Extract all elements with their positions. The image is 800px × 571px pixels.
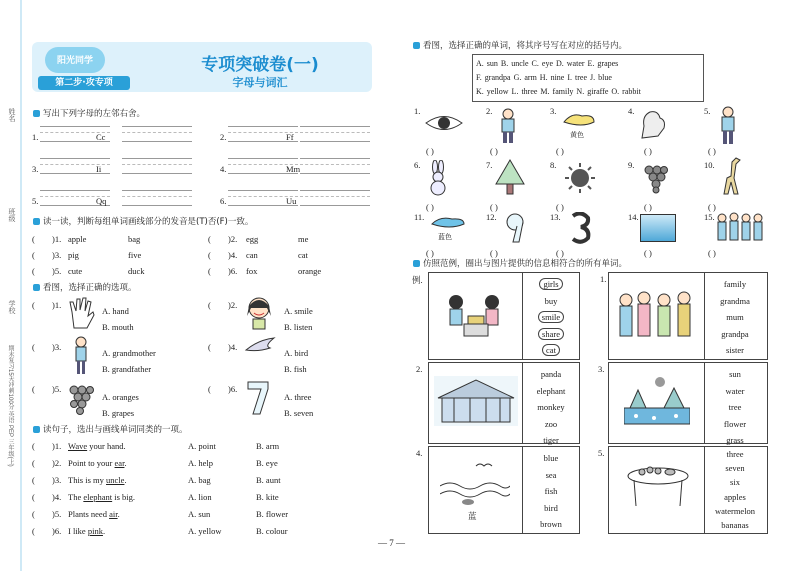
s2-paren[interactable]: (: [32, 266, 35, 276]
s2-num: )6.: [228, 266, 238, 276]
s4-paren[interactable]: (: [32, 526, 35, 536]
s4-option-a: A. lion: [188, 492, 212, 502]
example-label: 例.: [412, 275, 423, 285]
s2-num: )2.: [228, 234, 238, 244]
grapes-icon: [642, 160, 668, 194]
s4-option-b: B. arm: [256, 441, 280, 451]
section-2-icon: [33, 218, 40, 225]
page-title: 专项突破卷(一): [201, 55, 319, 75]
cell-divider: [704, 362, 705, 444]
family-icon: [714, 212, 766, 242]
s4-num: )1.: [52, 441, 62, 451]
s1-letter: Mm: [286, 164, 301, 174]
s1-blank[interactable]: [300, 126, 370, 142]
s4-option-b: B. flower: [256, 509, 289, 519]
s2-word-b: cat: [298, 250, 308, 260]
s5-num: 6.: [414, 160, 421, 170]
cell-divider: [522, 272, 523, 360]
blue-label: 蓝色: [438, 233, 452, 241]
s5-num: 10.: [704, 160, 715, 170]
s3-option-a: A. three: [284, 392, 312, 402]
sea-word-list: [526, 450, 576, 533]
cell-num: 4.: [416, 448, 423, 458]
page-number: — 7 —: [378, 538, 405, 548]
s4-sentence: Wave your hand.: [68, 441, 126, 451]
sea-label: 蓝: [468, 511, 477, 521]
s5-answer-paren[interactable]: ( ): [644, 146, 652, 156]
word-item[interactable]: sun: [729, 369, 741, 379]
word-item[interactable]: grandma: [720, 295, 750, 306]
s3-option-a: A. bird: [284, 348, 309, 358]
s2-word-b: orange: [298, 266, 322, 276]
zoo-word-list: [526, 366, 576, 449]
section-1-icon: [33, 110, 40, 117]
family-word-list: [707, 276, 763, 359]
s2-word-a: apple: [68, 234, 87, 244]
section-4-icon: [33, 426, 40, 433]
word-item[interactable]: seven: [725, 463, 745, 474]
word-bank-row: K. yellow L. three M. family N. giraffe O. rabbit: [476, 87, 641, 96]
s4-option-a: A. yellow: [188, 526, 222, 536]
word-item[interactable]: blue: [543, 453, 559, 463]
s2-word-a: egg: [246, 234, 259, 244]
cell-num: 2.: [416, 364, 423, 374]
s2-word-b: bag: [128, 234, 141, 244]
s5-num: 7.: [486, 160, 493, 170]
s3-option-a: A. grandmother: [102, 348, 156, 358]
cell-divider: [704, 272, 705, 360]
fruit-table-icon: [624, 460, 692, 510]
word-item[interactable]: sister: [726, 345, 744, 355]
brand-logo: 阳光同学: [45, 47, 105, 73]
s4-option-b: B. aunt: [256, 475, 281, 485]
yellow-label: 黄色: [570, 131, 584, 139]
word-item[interactable]: water: [725, 385, 745, 396]
grapes-icon: [66, 380, 94, 416]
yellow-paint-icon: [562, 112, 596, 128]
cell-num: 3.: [598, 364, 605, 374]
word-item[interactable]: six: [730, 477, 740, 488]
word-item[interactable]: grass: [726, 435, 744, 445]
binding-line: [20, 0, 22, 571]
s2-paren[interactable]: (: [32, 234, 35, 244]
s4-sentence: This is my uncle.: [68, 475, 127, 485]
s1-num: 1.: [32, 132, 39, 142]
s3-num: )6.: [228, 384, 238, 394]
s4-num: )4.: [52, 492, 62, 502]
section-6-instruction: 仿照范例，圈出与图片提供的信息相符合的所有单词。: [423, 259, 628, 269]
word-item[interactable]: bananas: [721, 520, 749, 531]
s3-option-b: B. mouth: [102, 322, 134, 332]
section-5-icon: [413, 42, 420, 49]
s4-option-b: B. colour: [256, 526, 288, 536]
s4-sentence: I like pink.: [68, 526, 106, 536]
word-item[interactable]: share: [526, 326, 576, 343]
rabbit-icon: [426, 160, 450, 196]
word-item[interactable]: grandpa: [721, 328, 749, 339]
nature-scene-icon: [624, 374, 690, 426]
section-5-instruction: 看图，选择正确的单词，将其序号写在对应的括号内。: [423, 41, 628, 51]
s3-num: )4.: [228, 342, 238, 352]
word-item[interactable]: sea: [545, 469, 557, 480]
s3-num: )5.: [52, 384, 62, 394]
girls-sharing-icon: [440, 290, 514, 340]
giraffe-icon: [722, 156, 742, 196]
s2-word-a: fox: [246, 266, 258, 276]
s4-num: )3.: [52, 475, 62, 485]
s5-answer-paren[interactable]: ( ): [426, 248, 434, 258]
word-item[interactable]: family: [723, 279, 747, 289]
s3-option-a: A. smile: [284, 306, 313, 316]
s4-option-a: A. bag: [188, 475, 211, 485]
s2-paren[interactable]: (: [208, 250, 211, 260]
word-item[interactable]: flower: [723, 418, 747, 429]
word-item[interactable]: monkey: [537, 402, 565, 412]
word-item[interactable]: watermelon: [714, 505, 756, 516]
s1-letter: Ff: [286, 132, 294, 142]
s2-word-b: duck: [128, 266, 145, 276]
word-item[interactable]: smile: [526, 309, 576, 326]
s5-answer-paren[interactable]: ( ): [426, 202, 434, 212]
s3-option-a: A. hand: [102, 306, 129, 316]
s5-num: 4.: [628, 106, 635, 116]
s3-option-b: B. grandfather: [102, 364, 152, 374]
s3-paren[interactable]: (: [32, 300, 35, 310]
uncle-icon: [498, 108, 518, 144]
s2-num: )1.: [52, 234, 62, 244]
s5-num: 13.: [550, 212, 561, 222]
bird-icon: [244, 336, 276, 358]
nature-word-list: [707, 366, 763, 449]
section-3-icon: [33, 284, 40, 291]
fruit-word-list: [706, 447, 764, 532]
s1-num: 6.: [220, 196, 227, 206]
section-3-instruction: 看图，选择正确的选项。: [43, 283, 137, 293]
s3-num: )3.: [52, 342, 62, 352]
s5-num: 5.: [704, 106, 711, 116]
word-item[interactable]: fish: [544, 486, 558, 496]
word-item[interactable]: girls: [526, 276, 576, 293]
word-item[interactable]: panda: [540, 369, 562, 379]
example-word-list: [526, 276, 576, 359]
s1-letter: Ii: [96, 164, 102, 174]
word-item[interactable]: buy: [544, 295, 558, 306]
s1-blank[interactable]: [122, 190, 192, 206]
section-2-instruction: 读一读，判断每组单词画线部分的发音是(T)否(F)一致。: [43, 217, 254, 227]
s3-option-a: A. oranges: [102, 392, 139, 402]
s4-num: )2.: [52, 458, 62, 468]
s3-paren[interactable]: (: [208, 384, 211, 394]
s5-answer-paren[interactable]: ( ): [644, 202, 652, 212]
side-label-name: 姓名: [8, 108, 15, 122]
s5-num: 11.: [414, 212, 425, 222]
s3-paren[interactable]: (: [208, 342, 211, 352]
sea-scene-icon: [440, 458, 510, 508]
s2-paren[interactable]: (: [32, 250, 35, 260]
s5-answer-paren[interactable]: ( ): [708, 146, 716, 156]
page-subtitle: 字母与词汇: [232, 76, 288, 89]
s4-option-a: A. sun: [188, 509, 211, 519]
s1-num: 3.: [32, 164, 39, 174]
s2-word-a: cute: [68, 266, 83, 276]
s5-num: 3.: [550, 106, 557, 116]
s5-num: 2.: [486, 106, 493, 116]
s3-option-b: B. listen: [284, 322, 313, 332]
s5-answer-paren[interactable]: ( ): [426, 146, 434, 156]
number-three-icon: [570, 212, 592, 244]
family-photo-icon: [614, 290, 698, 342]
s2-num: )5.: [52, 266, 62, 276]
s5-num: 14.: [628, 212, 639, 222]
s3-paren[interactable]: (: [32, 342, 35, 352]
s5-answer-paren[interactable]: ( ): [490, 248, 498, 258]
s2-num: )4.: [228, 250, 238, 260]
s3-option-b: B. fish: [284, 364, 307, 374]
s1-letter: Cc: [96, 132, 106, 142]
side-label-school: 学校: [8, 300, 15, 314]
word-item[interactable]: brown: [540, 519, 562, 529]
s4-paren[interactable]: (: [32, 441, 35, 451]
s4-paren[interactable]: (: [32, 458, 35, 468]
s4-sentence: The elephant is big.: [68, 492, 136, 502]
grandpa-icon: [718, 106, 738, 146]
s1-letter: Uu: [286, 196, 297, 206]
s5-num: 15.: [704, 212, 715, 222]
s5-num: 9.: [628, 160, 635, 170]
s5-num: 1.: [414, 106, 421, 116]
blue-paint-icon: [430, 216, 466, 230]
cell-num: 5.: [598, 448, 605, 458]
s1-num: 2.: [220, 132, 227, 142]
word-item[interactable]: mum: [726, 312, 744, 322]
word-item[interactable]: tree: [728, 402, 742, 412]
word-bank-row: F. grandpa G. arm H. nine I. tree J. blue: [476, 73, 612, 82]
s2-paren[interactable]: (: [208, 234, 211, 244]
word-item[interactable]: elephant: [536, 385, 566, 396]
eye-icon: [424, 112, 464, 134]
word-item[interactable]: tiger: [543, 435, 559, 445]
section-4-instruction: 读句子，选出与画线单词同类的一项。: [43, 425, 188, 435]
s2-word-b: five: [128, 250, 142, 260]
s5-num: 8.: [550, 160, 557, 170]
s4-sentence: Point to your ear.: [68, 458, 127, 468]
s2-word-a: pig: [68, 250, 79, 260]
s3-num: )2.: [228, 300, 238, 310]
s5-answer-paren[interactable]: ( ): [490, 202, 498, 212]
hand-icon: [66, 296, 96, 330]
s5-answer-paren[interactable]: ( ): [708, 202, 716, 212]
cell-divider: [704, 446, 705, 534]
s3-num: )1.: [52, 300, 62, 310]
s1-blank[interactable]: [122, 158, 192, 174]
section-1-instruction: 写出下列字母的左邻右舍。: [43, 109, 146, 119]
s5-answer-paren[interactable]: ( ): [556, 146, 564, 156]
word-item[interactable]: zoo: [544, 418, 558, 429]
sun-icon: [564, 162, 596, 194]
s4-paren[interactable]: (: [32, 475, 35, 485]
word-item[interactable]: cat: [526, 342, 576, 359]
s5-answer-paren[interactable]: ( ): [556, 248, 564, 258]
s3-paren[interactable]: (: [208, 300, 211, 310]
s4-option-a: A. help: [188, 458, 214, 468]
water-icon: [640, 214, 676, 242]
s3-option-b: B. seven: [284, 408, 314, 418]
zoo-scene-icon: [434, 376, 518, 426]
s1-num: 4.: [220, 164, 227, 174]
tree-icon: [494, 158, 526, 196]
s1-blank[interactable]: [300, 158, 370, 174]
girl-icon: [244, 294, 274, 330]
s4-paren[interactable]: (: [32, 492, 35, 502]
s3-paren[interactable]: (: [32, 384, 35, 394]
cell-num: 1.: [600, 274, 607, 284]
cell-divider: [522, 362, 523, 444]
s5-answer-paren[interactable]: ( ): [708, 248, 716, 258]
s5-num: 12.: [486, 212, 497, 222]
man-icon: [72, 336, 90, 376]
word-item[interactable]: three: [726, 449, 744, 459]
s1-blank[interactable]: [122, 126, 192, 142]
arm-icon: [638, 108, 668, 140]
side-label-book: 期末复习15天冲刺100分 英语 PEP 三年级(上): [7, 345, 13, 467]
side-label-class: 班级: [8, 208, 15, 222]
cell-divider: [522, 446, 523, 534]
s2-num: )3.: [52, 250, 62, 260]
s4-sentence: Plants need air.: [68, 509, 120, 519]
s4-option-a: A. point: [188, 441, 216, 451]
s4-option-b: B. kite: [256, 492, 279, 502]
section-6-icon: [413, 260, 420, 267]
step-badge: 第二步·攻专项: [38, 76, 130, 90]
s3-option-b: B. grapes: [102, 408, 135, 418]
word-item[interactable]: bird: [544, 502, 558, 513]
s1-num: 5.: [32, 196, 39, 206]
number-seven-icon: [246, 380, 270, 416]
s4-paren[interactable]: (: [32, 509, 35, 519]
number-nine-icon: [504, 212, 526, 244]
s4-num: )5.: [52, 509, 62, 519]
s1-blank[interactable]: [300, 190, 370, 206]
s2-paren[interactable]: (: [208, 266, 211, 276]
s1-letter: Qq: [96, 196, 107, 206]
s2-word-a: can: [246, 250, 258, 260]
s4-num: )6.: [52, 526, 62, 536]
word-item[interactable]: apples: [724, 491, 746, 502]
s2-word-b: me: [298, 234, 309, 244]
s4-option-b: B. eye: [256, 458, 278, 468]
s5-answer-paren[interactable]: ( ): [490, 146, 498, 156]
word-bank-row: A. sun B. uncle C. eye D. water E. grapes: [476, 59, 619, 68]
s5-answer-paren[interactable]: ( ): [644, 248, 652, 258]
s5-answer-paren[interactable]: ( ): [556, 202, 564, 212]
